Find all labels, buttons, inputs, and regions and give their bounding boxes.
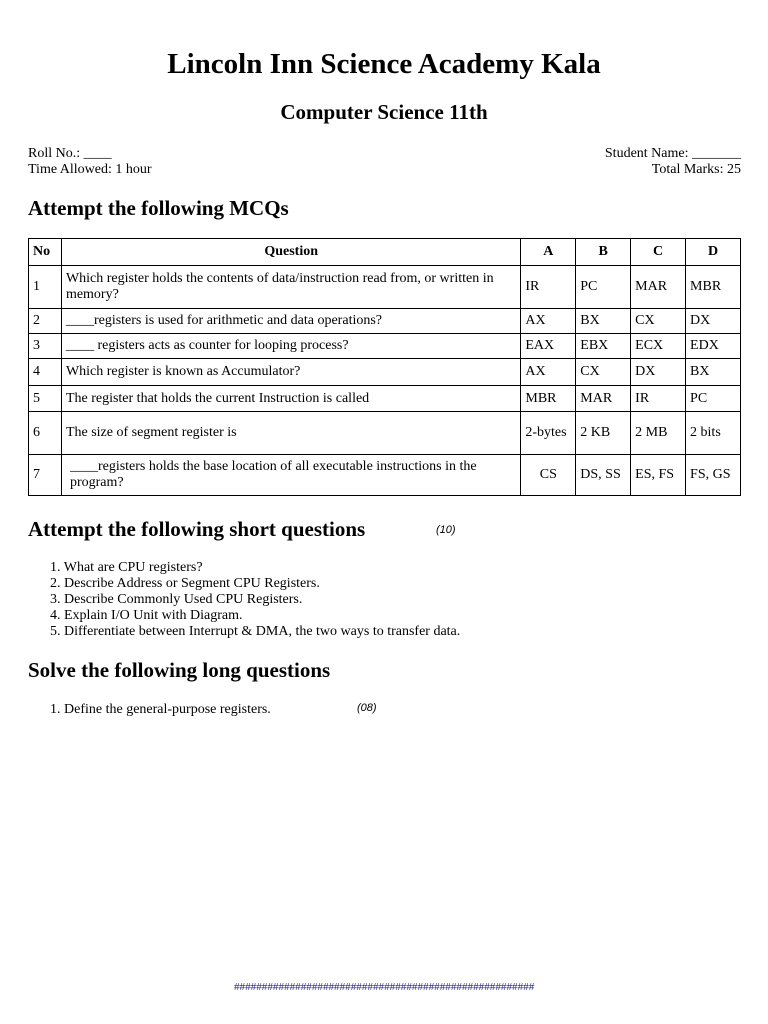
list-item: 2. Describe Address or Segment CPU Registers. [50, 576, 320, 591]
option-b: EBX [576, 334, 631, 359]
option-c: MAR [631, 266, 686, 309]
col-header-no: No [29, 239, 62, 266]
mcq-header-row [29, 239, 741, 266]
option-b: CX [576, 359, 631, 386]
option-d: DX [686, 309, 741, 334]
short-questions-marks: (10) [436, 524, 456, 536]
row-no: 3 [29, 334, 62, 359]
row-no: 2 [29, 309, 62, 334]
long-questions-marks: (08) [357, 702, 377, 714]
col-header-b: B [576, 239, 631, 266]
table-row [29, 359, 741, 386]
option-a: AX [521, 309, 576, 334]
table-row [29, 309, 741, 334]
table-row [29, 412, 741, 455]
option-b: MAR [576, 386, 631, 412]
row-no: 1 [29, 266, 62, 309]
option-a: IR [521, 266, 576, 309]
total-marks: Total Marks: 25 [651, 162, 741, 177]
row-question: ____registers is used for arithmetic and data operations? [61, 309, 520, 334]
meta-right [605, 146, 741, 178]
time-allowed: Time Allowed: 1 hour [28, 162, 152, 177]
option-a: EAX [521, 334, 576, 359]
row-no: 4 [29, 359, 62, 386]
mcq-heading: Attempt the following MCQs [28, 196, 289, 220]
option-d: MBR [686, 266, 741, 309]
option-a: 2-bytes [521, 412, 576, 455]
row-question: Which register holds the contents of data/instruction read from, or written in memory? [61, 266, 520, 309]
list-item: 1. Define the general-purpose registers. [50, 702, 271, 717]
meta-left [28, 146, 152, 178]
option-d: 2 bits [686, 412, 741, 455]
academy-title: Lincoln Inn Science Academy Kala [167, 48, 601, 80]
col-header-a: A [521, 239, 576, 266]
col-header-question: Question [61, 239, 520, 266]
row-question: ____registers holds the base location of all executable instructions in the program? [61, 455, 520, 496]
option-a: MBR [521, 386, 576, 412]
table-row [29, 455, 741, 496]
option-c: 2 MB [631, 412, 686, 455]
list-item: 1. What are CPU registers? [50, 560, 203, 575]
list-item: 5. Differentiate between Interrupt & DMA, the two ways to transfer data. [50, 624, 461, 639]
list-item: 4. Explain I/O Unit with Diagram. [50, 608, 243, 623]
row-question: Which register is known as Accumulator? [61, 359, 520, 386]
table-row [29, 266, 741, 309]
col-header-c: C [631, 239, 686, 266]
option-d: BX [686, 359, 741, 386]
option-b: BX [576, 309, 631, 334]
option-a: AX [521, 359, 576, 386]
option-b: 2 KB [576, 412, 631, 455]
table-row [29, 386, 741, 412]
long-questions-heading: Solve the following long questions [28, 658, 331, 682]
option-d: FS, GS [686, 455, 741, 496]
col-header-d: D [686, 239, 741, 266]
table-row [29, 334, 741, 359]
option-d: EDX [686, 334, 741, 359]
row-question: The register that holds the current Instruction is called [61, 386, 520, 412]
student-name-field: Student Name: _______ [604, 146, 741, 161]
option-d: PC [686, 386, 741, 412]
option-a: CS [521, 455, 576, 496]
option-c: CX [631, 309, 686, 334]
paper-subtitle: Computer Science 11th [280, 100, 488, 124]
option-c: IR [631, 386, 686, 412]
option-b: PC [576, 266, 631, 309]
option-c: ES, FS [631, 455, 686, 496]
footer-line: ###################################################### [233, 982, 535, 993]
short-questions-list [50, 560, 460, 640]
option-c: DX [631, 359, 686, 386]
row-no: 5 [29, 386, 62, 412]
short-questions-heading: Attempt the following short questions [28, 517, 366, 541]
long-questions-list [50, 702, 271, 718]
roll-no-field: Roll No.: ____ [28, 146, 112, 161]
mcq-table [28, 238, 741, 496]
row-question: ____ registers acts as counter for looping process? [61, 334, 520, 359]
row-question: The size of segment register is [61, 412, 520, 455]
list-item: 3. Describe Commonly Used CPU Registers. [50, 592, 303, 607]
row-no: 7 [29, 455, 62, 496]
option-c: ECX [631, 334, 686, 359]
option-b: DS, SS [576, 455, 631, 496]
row-no: 6 [29, 412, 62, 455]
